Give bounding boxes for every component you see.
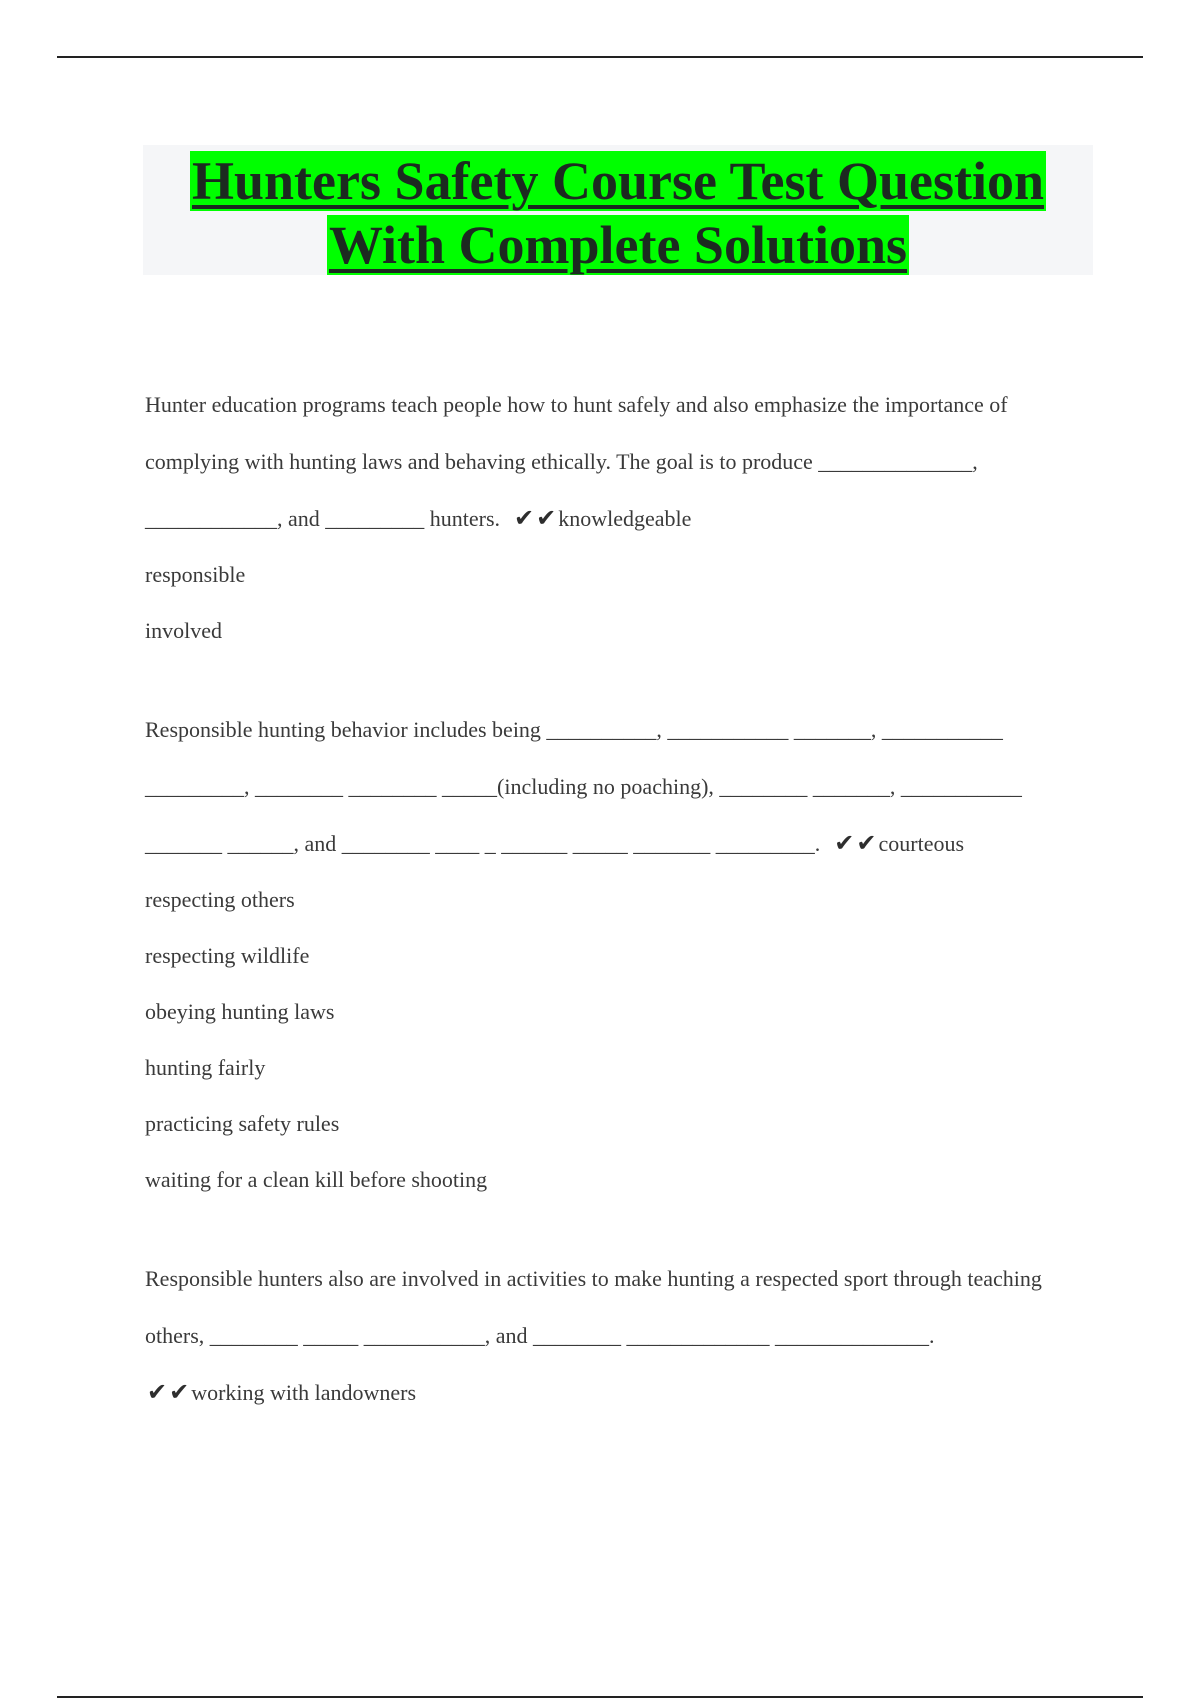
answer-text: respecting wildlife xyxy=(145,943,310,968)
title-banner xyxy=(143,145,1093,275)
check-icon: ✔ xyxy=(169,1378,192,1406)
answer-text: respecting others xyxy=(145,887,295,912)
question-text: Hunter education programs teach people how to hunt safely and also emphasize the importance of complying with hunting laws and behaving ethically. The goal is to produce ______________, ____________, and _________ hunters. ✔✔knowledgeable xyxy=(145,376,1090,547)
answer-line xyxy=(145,1364,1090,1421)
footer-rule xyxy=(57,1696,1143,1698)
qa-item xyxy=(145,1250,1090,1421)
answer-text: involved xyxy=(145,618,222,643)
title-line-1: Hunters Safety Course Test Question xyxy=(191,151,1045,211)
answer-text: working with landowners xyxy=(191,1380,417,1405)
qa-item xyxy=(145,376,1090,659)
check-icon: ✔ xyxy=(856,829,879,857)
title-line-2: With Complete Solutions xyxy=(328,215,908,275)
answer-text: knowledgeable xyxy=(558,506,692,531)
answer-text: waiting for a clean kill before shooting xyxy=(145,1167,488,1192)
check-icon: ✔ xyxy=(147,1378,170,1406)
answer-text: obeying hunting laws xyxy=(145,999,335,1024)
check-icon: ✔ xyxy=(536,504,559,532)
answer-text: courteous xyxy=(878,831,965,856)
question-text: Responsible hunting behavior includes being __________, ___________ _______, ___________ _________, ________ ________ _____(including no poaching), ________ _______, ___________ _______ ______, and ________ ____ _ ______ _____ _______ _________. ✔✔courteous xyxy=(145,701,1090,872)
check-icon: ✔ xyxy=(834,829,857,857)
answer-text: hunting fairly xyxy=(145,1055,266,1080)
document-title xyxy=(143,145,1093,277)
question-text: Responsible hunters also are involved in activities to make hunting a respected sport through teaching others, ________ _____ ___________, and ________ _____________ ______________. xyxy=(145,1266,1042,1348)
qa-item xyxy=(145,701,1090,1208)
header-rule xyxy=(57,56,1143,58)
document-body xyxy=(145,376,1090,1463)
answer-text: practicing safety rules xyxy=(145,1111,340,1136)
answer-text: responsible xyxy=(145,562,246,587)
check-icon: ✔ xyxy=(514,504,537,532)
